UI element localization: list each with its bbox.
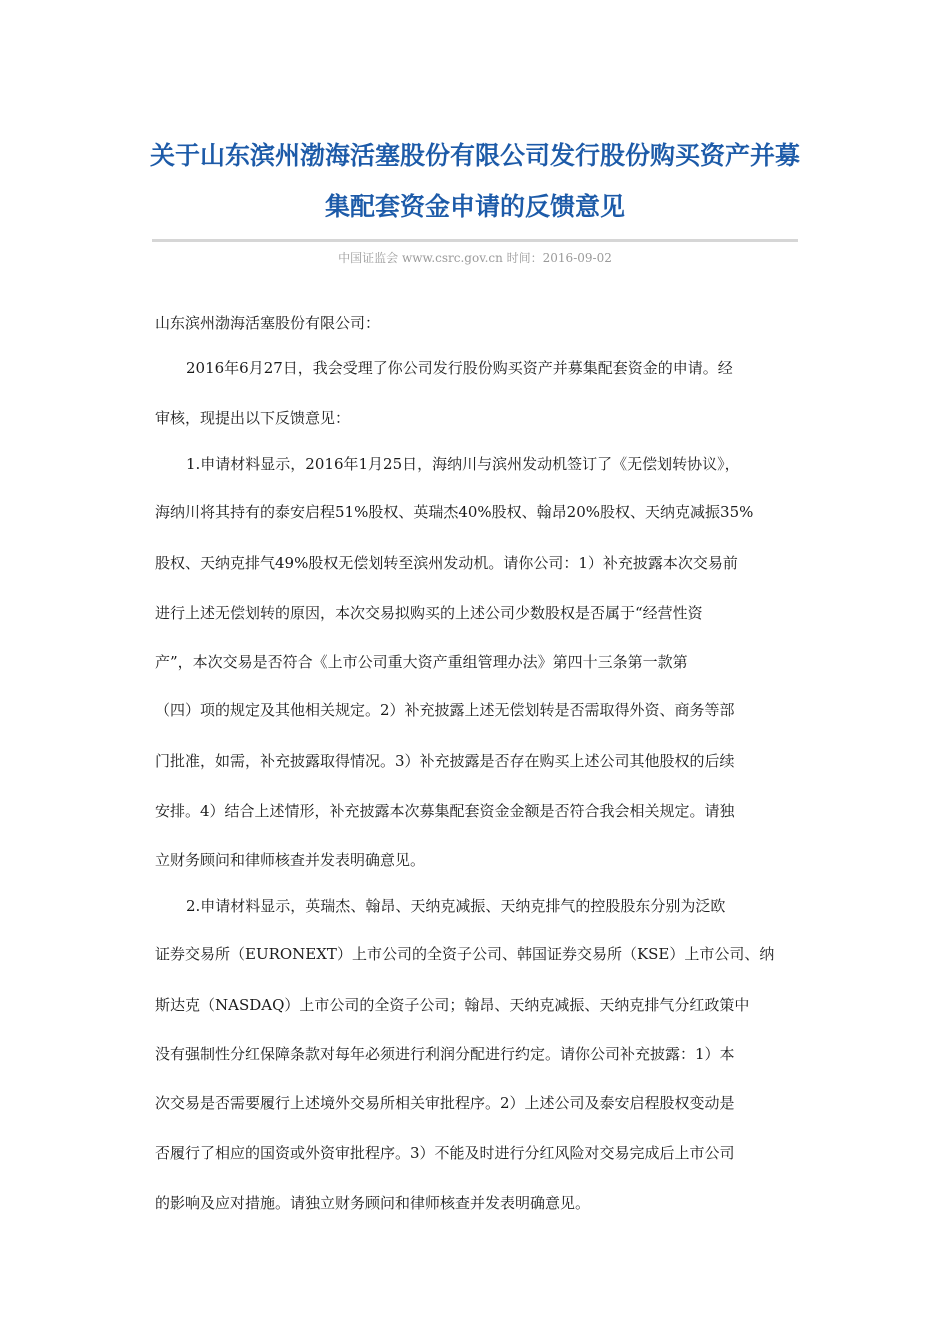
document-title-line-1: 关于山东滨州渤海活塞股份有限公司发行股份购买资产并募 (149, 141, 800, 170)
paragraph-line: 次交易是否需要履行上述境外交易所相关审批程序。2）上述公司及泰安启程股权变动是 (155, 1094, 735, 1112)
paragraph-line: 没有强制性分红保障条款对每年必须进行利润分配进行约定。请你公司补充披露：1）本 (155, 1045, 735, 1063)
source-date-meta: 中国证监会 www.csrc.gov.cn 时间：2016-09-02 (338, 251, 612, 265)
paragraph-line: 股权、天纳克排气49%股权无偿划转至滨州发动机。请你公司：1）补充披露本次交易前 (155, 554, 738, 572)
document-title-line-2: 集配套资金申请的反馈意见 (324, 192, 625, 221)
paragraph-line: 的影响及应对措施。请独立财务顾问和律师核查并发表明确意见。 (155, 1194, 591, 1212)
paragraph-line: 海纳川将其持有的泰安启程51%股权、英瑞杰40%股权、翰昂20%股权、天纳克减振35% (155, 503, 754, 521)
paragraph-line: 立财务顾问和律师核查并发表明确意见。 (155, 851, 426, 869)
paragraph-line: 进行上述无偿划转的原因，本次交易拟购买的上述公司少数股权是否属于“经营性资 (155, 604, 703, 622)
paragraph-line: 斯达克（NASDAQ）上市公司的全资子公司；翰昂、天纳克减振、天纳克排气分红政策中 (155, 996, 750, 1014)
paragraph-line: 安排。4）结合上述情形，补充披露本次募集配套资金金额是否符合我会相关规定。请独 (155, 802, 735, 820)
paragraph-line: 1.申请材料显示，2016年1月25日，海纳川与滨州发动机签订了《无偿划转协议》， (186, 455, 740, 473)
paragraph-line: 产”，本次交易是否符合《上市公司重大资产重组管理办法》第四十三条第一款第 (155, 653, 688, 671)
paragraph-line: 2.申请材料显示，英瑞杰、翰昂、天纳克减振、天纳克排气的控股股东分别为泛欧 (186, 897, 726, 915)
salutation: 山东滨州渤海活塞股份有限公司： (155, 314, 381, 332)
paragraph-line: 否履行了相应的国资或外资审批程序。3）不能及时进行分红风险对交易完成后上市公司 (155, 1144, 735, 1162)
paragraph-line: 门批准，如需，补充披露取得情况。3）补充披露是否存在购买上述公司其他股权的后续 (155, 752, 735, 770)
paragraph-line: 证券交易所（EURONEXT）上市公司的全资子公司、韩国证券交易所（KSE）上市公司、纳 (155, 945, 775, 963)
paragraph-line: 2016年6月27日，我会受理了你公司发行股份购买资产并募集配套资金的申请。经 (186, 359, 733, 377)
title-divider (152, 239, 798, 242)
paragraph-line: （四）项的规定及其他相关规定。2）补充披露上述无偿划转是否需取得外资、商务等部 (155, 701, 735, 719)
paragraph-line: 审核，现提出以下反馈意见： (155, 409, 351, 427)
